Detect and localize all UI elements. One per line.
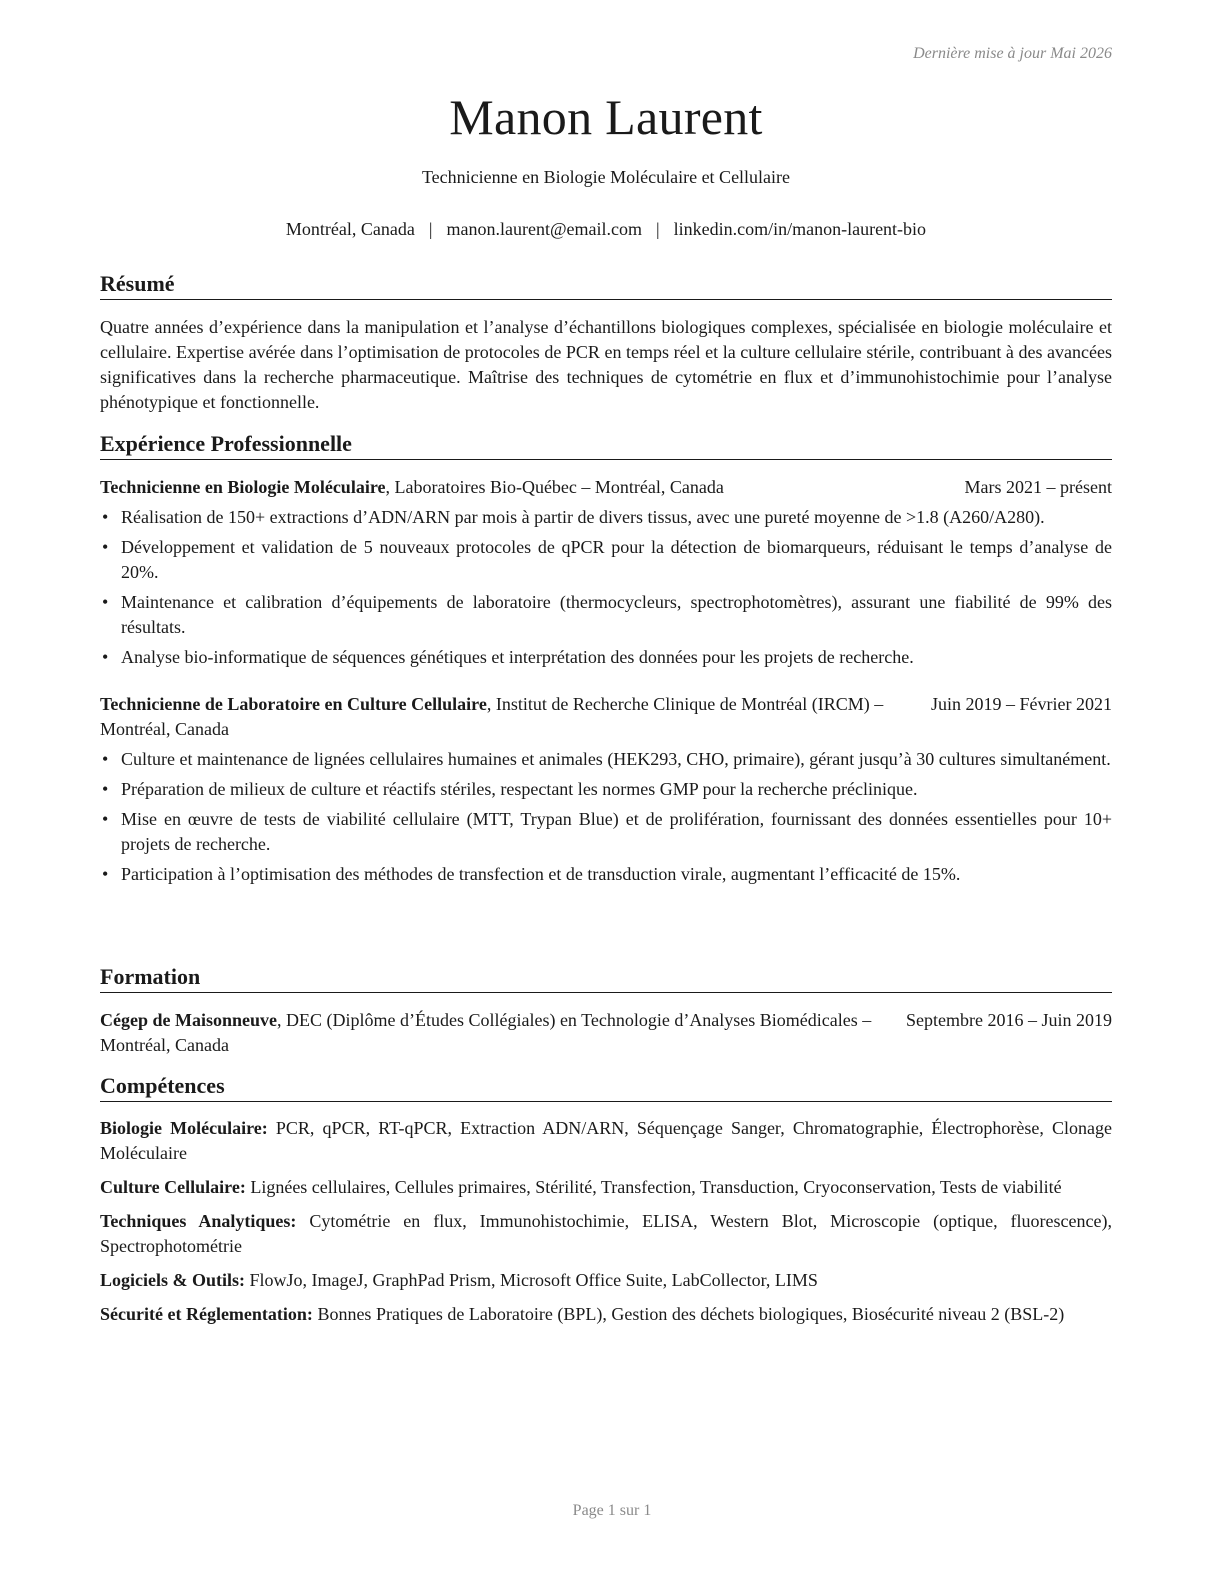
skill-row [100, 1268, 1112, 1293]
job-role: Technicienne de Laboratoire en Culture Cellulaire [100, 694, 487, 714]
skill-label: Techniques Analytiques: [100, 1211, 297, 1231]
summary-section [100, 270, 1112, 415]
job-entry [100, 475, 1112, 670]
job-role: Technicienne en Biologie Moléculaire [100, 477, 386, 497]
skill-label: Biologie Moléculaire: [100, 1118, 268, 1138]
skill-row [100, 1209, 1112, 1259]
skill-value: Lignées cellulaires, Cellules primaires, Stérilité, Transfection, Transduction, Cryoconservation, Tests de viabilité [250, 1177, 1062, 1197]
job-header [100, 692, 1112, 742]
bullet-text: Mise en œuvre de tests de viabilité cellulaire (MTT, Trypan Blue) et de prolifération, fournissant des données essentielles pour 10+ projets de recherche. [121, 809, 1112, 854]
candidate-name: Manon Laurent [449, 89, 763, 145]
bullet-icon: • [102, 647, 109, 667]
email-link[interactable]: manon.laurent@email.com [446, 219, 642, 239]
bullet-text: Maintenance et calibration d’équipements de laboratoire (thermocycleurs, spectrophotomètres), assurant une fiabilité de 99% des résultats. [121, 592, 1112, 637]
bullet-icon: • [102, 779, 109, 799]
separator: | [428, 219, 433, 239]
job-title-line [100, 475, 965, 500]
bullet-icon: • [102, 864, 109, 884]
bullet-text: Préparation de milieux de culture et réactifs stériles, respectant les normes GMP pour la recherche préclinique. [121, 779, 918, 799]
experience-section [100, 430, 1112, 892]
job-dates: Juin 2019 – Février 2021 [931, 694, 1112, 714]
list-item [100, 777, 1112, 802]
bullet-text: Participation à l’optimisation des méthodes de transfection et de transduction virale, augmentant l’efficacité de 15%. [121, 864, 961, 884]
bullet-text: Analyse bio-informatique de séquences génétiques et interprétation des données pour les projets de recherche. [121, 647, 914, 667]
section-heading: Formation [100, 963, 1112, 993]
job-bullets [100, 505, 1112, 670]
education-section [100, 963, 1112, 1058]
list-item [100, 747, 1112, 772]
skill-row [100, 1302, 1112, 1327]
skill-label: Logiciels & Outils: [100, 1270, 245, 1290]
bullet-text: Développement et validation de 5 nouveaux protocoles de qPCR pour la détection de biomarqueurs, réduisant le temps d’analyse de 20%. [121, 537, 1112, 582]
list-item [100, 535, 1112, 585]
job-title-line [100, 692, 931, 742]
bullet-text: Culture et maintenance de lignées cellulaires humaines et animales (HEK293, CHO, primaire), gérant jusqu’à 30 cultures simultanément. [121, 749, 1111, 769]
education-dates: Septembre 2016 – Juin 2019 [906, 1010, 1112, 1030]
list-item [100, 645, 1112, 670]
section-heading: Résumé [100, 270, 1112, 300]
skill-value: Cytométrie en flux, Immunohistochimie, ELISA, Western Blot, Microscopie (optique, fluorescence), Spectrophotométrie [100, 1211, 1112, 1256]
job-bullets [100, 747, 1112, 887]
job-title: Technicienne en Biologie Moléculaire et Cellulaire [421, 167, 791, 187]
job-header [100, 475, 1112, 500]
last-updated: Dernière mise à jour Mai 2026 [913, 45, 1112, 62]
education-title-line [100, 1008, 906, 1058]
linkedin-link[interactable]: linkedin.com/in/manon-laurent-bio [673, 219, 927, 239]
list-item [100, 862, 1112, 887]
bullet-icon: • [102, 507, 109, 527]
section-heading: Compétences [100, 1072, 1112, 1102]
job-org: , Institut de Recherche Clinique de Montréal (IRCM) – Montréal, Canada [100, 694, 884, 739]
skill-label: Sécurité et Réglementation: [100, 1304, 313, 1324]
skill-value: Bonnes Pratiques de Laboratoire (BPL), Gestion des déchets biologiques, Biosécurité niveau 2 (BSL-2) [317, 1304, 1065, 1324]
skills-section [100, 1072, 1112, 1336]
skill-row [100, 1116, 1112, 1166]
degree: , DEC (Diplôme d’Études Collégiales) en Technologie d’Analyses Biomédicales – Montréal, Canada [100, 1010, 872, 1055]
skill-value: PCR, qPCR, RT-qPCR, Extraction ADN/ARN, Séquençage Sanger, Chromatographie, Électrophorèse, Clonage Moléculaire [100, 1118, 1112, 1163]
list-item [100, 505, 1112, 530]
location: Montréal, Canada [285, 219, 415, 239]
bullet-icon: • [102, 749, 109, 769]
section-heading: Expérience Professionnelle [100, 430, 1112, 460]
skill-row [100, 1175, 1112, 1200]
job-dates: Mars 2021 – présent [964, 477, 1112, 497]
job-org: , Laboratoires Bio-Québec – Montréal, Canada [385, 477, 724, 497]
summary-text: Quatre années d’expérience dans la manipulation et l’analyse d’échantillons biologiques complexes, spécialisée en biologie moléculaire et cellulaire. Expertise avérée dans l’optimisation de protocoles de PCR en temps réel et la culture cellulaire stérile, contribuant à des avancées significatives dans la recherche pharmaceutique. Maîtrise des techniques de cytométrie en flux et d’immunohistochimie pour l’analyse phénotypique et fonctionnelle. [100, 317, 1112, 412]
bullet-icon: • [102, 809, 109, 829]
school-name: Cégep de Maisonneuve [100, 1010, 277, 1030]
skill-value: FlowJo, ImageJ, GraphPad Prism, Microsoft Office Suite, LabCollector, LIMS [249, 1270, 818, 1290]
job-entry [100, 692, 1112, 887]
skills-list [100, 1116, 1112, 1327]
page-number: Page 1 sur 1 [572, 1502, 652, 1519]
bullet-icon: • [102, 537, 109, 557]
bullet-icon: • [102, 592, 109, 612]
separator: | [656, 219, 660, 239]
list-item [100, 590, 1112, 640]
list-item [100, 807, 1112, 857]
contact-line [100, 219, 1112, 240]
skill-label: Culture Cellulaire: [100, 1177, 246, 1197]
education-entry [100, 1008, 1112, 1058]
bullet-text: Réalisation de 150+ extractions d’ADN/ARN par mois à partir de divers tissus, avec une pureté moyenne de >1.8 (A260/A280). [121, 507, 1045, 527]
